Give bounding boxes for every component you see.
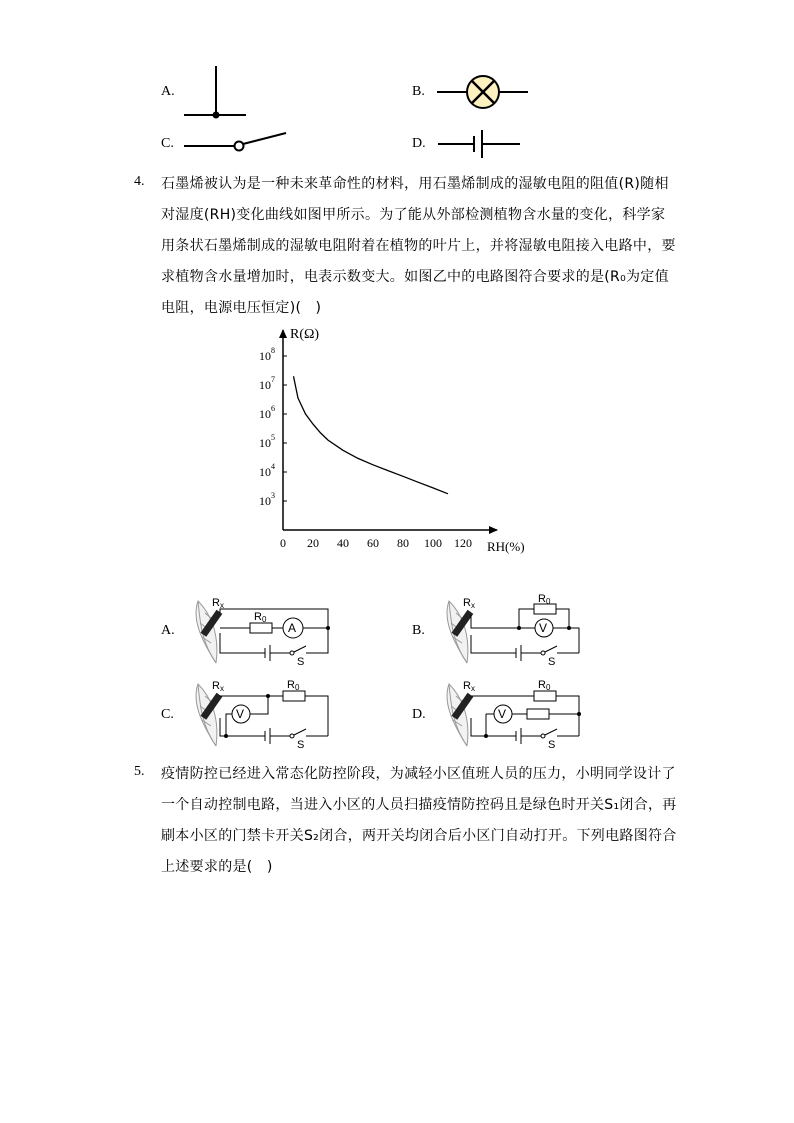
svg-text:V: V xyxy=(498,707,507,721)
rx-label: Rx xyxy=(463,680,475,693)
svg-text:V: V xyxy=(236,707,245,721)
y-tick-label: $10^4$ xyxy=(259,462,275,479)
x-tick-label: 120 xyxy=(454,536,472,550)
question-4-line-4: 求植物含水量增加时，电表示数变大。如图乙中的电路图符合要求的是(R₀为定值 xyxy=(161,269,669,285)
lamp-symbol xyxy=(435,70,530,114)
x-tick-label: 60 xyxy=(367,536,379,550)
svg-text:S: S xyxy=(297,656,305,668)
r0-resistor xyxy=(534,691,556,701)
question-4-number: 4. xyxy=(134,174,145,189)
x-axis-label: RH(%) xyxy=(487,539,525,554)
r0-resistor xyxy=(250,623,272,633)
x-tick-label: 20 xyxy=(307,536,319,550)
y-tick-label: $10^6$ xyxy=(259,404,275,421)
battery-symbol xyxy=(436,128,526,160)
x-tick-label: 80 xyxy=(397,536,409,550)
circuit-d-label: D. xyxy=(412,707,426,722)
y-tick-label: $10^7$ xyxy=(259,375,275,392)
circuit-d xyxy=(431,676,591,751)
rx-label: Rx xyxy=(212,597,224,610)
y-tick-label: $10^3$ xyxy=(259,491,275,508)
option-d-label: D. xyxy=(412,136,426,151)
svg-text:A: A xyxy=(288,621,297,635)
option-a-label: A. xyxy=(161,84,175,99)
r0-resistor xyxy=(283,691,305,701)
circuit-c xyxy=(180,676,340,751)
r0-label: R0 xyxy=(538,679,551,692)
question-4-line-1: 石墨烯被认为是一种未来革命性的材料，用石墨烯制成的湿敏电阻的阻值(R)随相 xyxy=(161,176,669,192)
rx-label: Rx xyxy=(463,597,475,610)
option-c-label: C. xyxy=(161,136,174,151)
r0-label: R0 xyxy=(254,611,267,624)
x-tick-label: 100 xyxy=(424,536,442,550)
resistance-humidity-chart xyxy=(245,318,545,563)
question-4-line-2: 对湿度(RH)变化曲线如图甲所示。为了能从外部检测植物含水量的变化，科学家 xyxy=(161,207,666,223)
circuit-b xyxy=(431,593,591,668)
y-tick-label: $10^5$ xyxy=(259,433,275,450)
x-tick-label: 40 xyxy=(337,536,349,550)
question-5-line-4: 上述要求的是( ) xyxy=(161,859,273,875)
question-5-line-2: 一个自动控制电路，当进入小区的人员扫描疫情防控码且是绿色时开关S₁闭合，再 xyxy=(161,797,677,813)
circuit-c-label: C. xyxy=(161,707,174,722)
svg-text:S: S xyxy=(548,739,556,751)
question-5-line-3: 刷本小区的门禁卡开关S₂闭合，两开关均闭合后小区门自动打开。下列电路图符合 xyxy=(161,828,677,844)
question-4-line-5: 电阻，电源电压恒定)( ) xyxy=(161,300,322,316)
question-5-number: 5. xyxy=(134,764,145,779)
x-tick-label: 0 xyxy=(280,536,286,550)
svg-text:V: V xyxy=(539,621,548,635)
r0-label: R0 xyxy=(287,679,300,692)
resistance-curve xyxy=(294,376,449,494)
question-4-line-3: 用条状石墨烯制成的湿敏电阻附着在植物的叶片上，并将湿敏电阻接入电路中，要 xyxy=(161,238,676,254)
circuit-a xyxy=(180,593,340,668)
y-tick-label: $10^8$ xyxy=(259,346,275,363)
y-axis-label: R(Ω) xyxy=(290,327,320,342)
svg-text:S: S xyxy=(548,656,556,668)
circuit-b-label: B. xyxy=(412,623,425,638)
circuit-a-label: A. xyxy=(161,623,175,638)
rx-label: Rx xyxy=(212,680,224,693)
svg-text:S: S xyxy=(297,739,305,751)
switch-symbol xyxy=(182,128,292,158)
r0-label: R0 xyxy=(538,593,551,606)
question-5-line-1: 疫情防控已经进入常态化防控阶段，为减轻小区值班人员的压力，小明同学设计了 xyxy=(161,766,676,782)
wire-junction-symbol xyxy=(180,62,250,122)
option-b-label: B. xyxy=(412,84,425,99)
